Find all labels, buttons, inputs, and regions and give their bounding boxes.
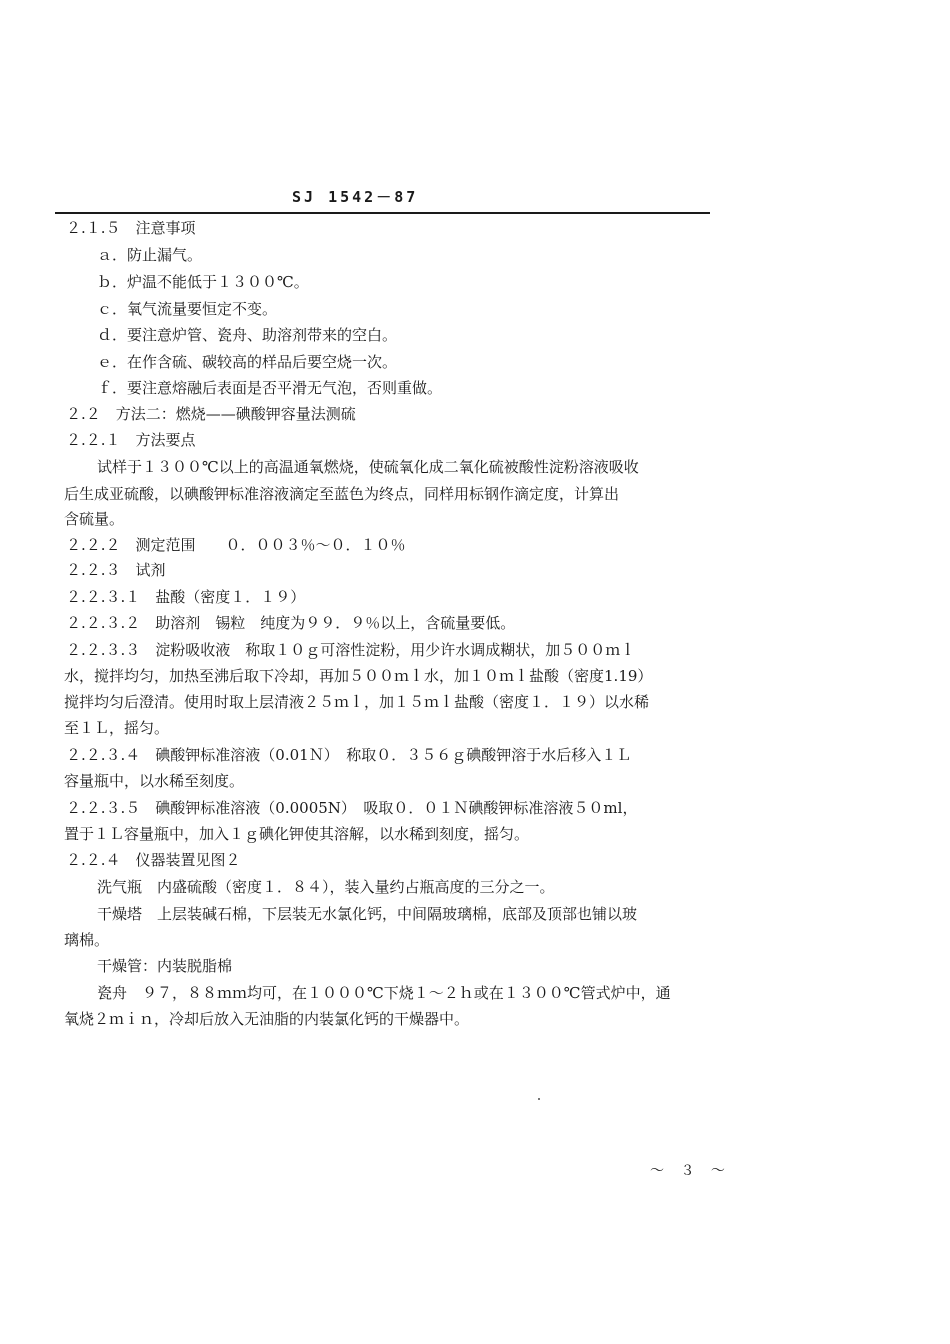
- method-para-line-2: 后生成亚硫酸，以碘酸钾标准溶液滴定至蓝色为终点，同样用标钢作滴定度，计算出: [64, 485, 620, 503]
- header-rule: [55, 212, 710, 214]
- wash-bottle-line: 洗气瓶 内盛硫酸（密度１．８４），装入量约占瓶高度的三分之一。: [97, 878, 555, 896]
- drying-tower-line-1: 干燥塔 上层装碱石棉，下层装无水氯化钙，中间隔玻璃棉，底部及顶部也铺以玻: [97, 905, 638, 923]
- item-a: ａ．防止漏气。: [97, 246, 203, 264]
- section-2-2-3-3-line-3: 搅拌均匀后澄清。使用时取上层清液２５ｍｌ，加１５ｍｌ盐酸（密度１．１９）以水稀: [64, 693, 650, 711]
- method-para-line-1: 试样于１３００℃以上的高温通氧燃烧，使硫氧化成二氧化硫被酸性淀粉溶液吸收: [97, 458, 639, 476]
- porcelain-boat-line-1: 瓷舟 ９７，８８ｍｍ均可，在１０００℃下烧１～２ｈ或在１３００℃管式炉中，通: [97, 984, 671, 1002]
- section-2-2-3-3-line-2: 水，搅拌均匀，加热至沸后取下冷却，再加５００ｍｌ水，加１０ｍｌ盐酸（密度1.19）: [64, 667, 653, 685]
- item-c: ｃ．氧气流量要恒定不变。: [97, 300, 278, 318]
- scan-speck: [538, 1098, 540, 1100]
- section-2-2-3-3-line-1: ２.２.３.３ 淀粉吸收液 称取１０ｇ可溶性淀粉，用少许水调成糊状，加５００ｍｌ: [66, 641, 636, 659]
- section-2-2-4-heading: ２.２.４ 仪器装置见图２: [66, 851, 241, 869]
- section-2-2-heading: ２.２ 方法二：燃烧——碘酸钾容量法测硫: [66, 405, 356, 423]
- item-f: ｆ．要注意熔融后表面是否平滑无气泡，否则重做。: [97, 379, 443, 397]
- section-2-2-2: ２.２.２ 测定范围 ０．００３％～０．１０％: [66, 536, 406, 554]
- section-2-2-3-heading: ２.２.３ 试剂: [66, 561, 166, 579]
- page-number: ～ ３ ～: [650, 1163, 731, 1179]
- section-2-2-3-5-line-1: ２.２.３.５ 碘酸钾标准溶液（0.0005N） 吸取０．０１Ｎ碘酸钾标准溶液５０ml，: [66, 799, 638, 817]
- section-2-2-3-4-line-2: 容量瓶中，以水稀至刻度。: [64, 772, 245, 790]
- section-2-2-3-1: ２.２.３.１ 盐酸（密度１．１９）: [66, 588, 306, 606]
- item-b: ｂ．炉温不能低于１３００℃。: [97, 273, 309, 291]
- section-2-2-3-2: ２.２.３.２ 助溶剂 锡粒 纯度为９９．９％以上，含硫量要低。: [66, 614, 516, 632]
- section-2-1-5-heading: ２.１.５ 注意事项: [66, 219, 196, 237]
- drying-tube-line: 干燥管：内装脱脂棉: [97, 957, 233, 975]
- document-code-header: SJ 1542－87: [292, 188, 419, 206]
- item-e: ｅ．在作含硫、碳较高的样品后要空烧一次。: [97, 353, 398, 371]
- method-para-line-3: 含硫量。: [64, 510, 125, 528]
- item-d: ｄ．要注意炉管、瓷舟、助溶剂带来的空白。: [97, 326, 398, 344]
- section-2-2-3-5-line-2: 置于１Ｌ容量瓶中，加入１ｇ碘化钾使其溶解，以水稀到刻度，摇匀。: [64, 825, 530, 843]
- section-2-2-3-3-line-4: 至１Ｌ，摇匀。: [64, 719, 170, 737]
- section-2-2-3-4-line-1: ２.２.３.４ 碘酸钾标准溶液（0.01Ｎ） 称取０．３５６ｇ碘酸钾溶于水后移入１Ｌ: [66, 746, 632, 764]
- porcelain-boat-line-2: 氧烧２ｍｉｎ，冷却后放入无油脂的内装氯化钙的干燥器中。: [64, 1010, 470, 1028]
- drying-tower-line-2: 璃棉。: [64, 931, 110, 949]
- section-2-2-1-heading: ２.２.１ 方法要点: [66, 431, 196, 449]
